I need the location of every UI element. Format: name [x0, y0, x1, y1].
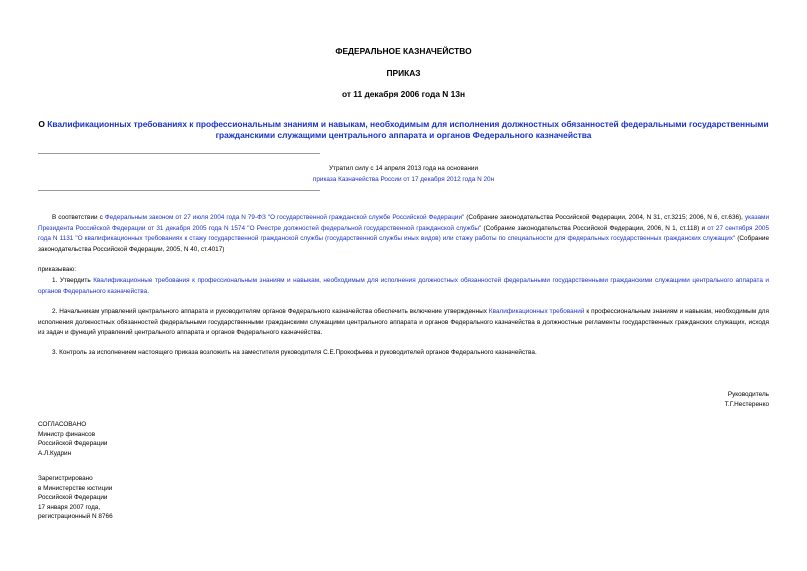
- preamble-text: (Собрание законодательства Российской Федерации, 2004, N 31, ст.3215; 2006, N 6, ст.636),: [464, 214, 745, 221]
- agreed-line: СОГЛАСОВАНО: [38, 421, 87, 428]
- title-link[interactable]: Квалификационных требованиях к профессиональным знаниям и навыкам, необходимым для исполнения должностных обязанностей федеральными государственными гражданскими служащими центрального аппарата и органов Федерального казначейства: [47, 119, 769, 140]
- registration-line: Российской Федерации: [38, 494, 108, 502]
- item-2: [38, 307, 769, 339]
- preamble-text: (Собрание законодательства Российской Федерации, 2005, N 40, ст.4017): [38, 235, 769, 253]
- item-1-text: .: [147, 287, 149, 295]
- doc-date-number: от 11 декабря 2006 года N 13н: [341, 89, 466, 99]
- requirements-link[interactable]: Квалификационные требования к профессиональным знаниям и навыкам, необходимым для исполнения должностных обязанностей федеральными государственными гражданскими служащими центрального аппарата и органов Федерального казначейства: [38, 277, 769, 295]
- doc-type: ПРИКАЗ: [386, 68, 421, 78]
- registration-block: [38, 474, 113, 522]
- registration-line: регистрационный N 8766: [38, 513, 113, 521]
- item-1: [38, 276, 769, 297]
- status-note: [38, 163, 769, 185]
- requirements-link-2[interactable]: Квалификационных требований: [488, 308, 585, 315]
- order-word: приказываю:: [38, 266, 76, 273]
- repeal-order-link[interactable]: приказа Казначейства России от 17 декабря 2012 года N 20н: [312, 176, 495, 183]
- doc-title: [38, 119, 769, 141]
- divider-top: [38, 153, 320, 154]
- item-3: 3. Контроль за исполнением настоящего приказа возложить на заместителя руководителя С.Е.Прокофьева и руководителей органов Федерального казначейства.: [52, 349, 537, 356]
- signature-block: [725, 390, 769, 409]
- federal-law-link[interactable]: Федеральным законом от 27 июля 2004 года N 79-ФЗ "О государственной гражданской службе Российской Федерации": [104, 214, 465, 221]
- presidential-decree-link[interactable]: указами Президента Российской Федерации от 31 декабря 2005 года N 1574 "О Реестре должностей федеральной государственной гражданской службы": [38, 214, 770, 232]
- decree-1131-link[interactable]: от 27 сентября 2005 года N 1131 "О квалификационных требованиях к стажу государственной гражданской службы (государственной службы иных видов) или стажу работы по специальности для федеральных государственных гражданских служащих": [38, 224, 769, 242]
- signer-role: Руководитель: [727, 391, 769, 398]
- preamble-text: (Собрание законодательства Российской Федерации, 2006, N 1, ст.118) и: [481, 224, 708, 232]
- signer-name: Т.Г.Нестеренко: [724, 400, 769, 408]
- status-line: Утратил силу с 14 апреля 2013 года на основании: [328, 165, 479, 172]
- registration-line: Зарегистрировано: [38, 475, 93, 482]
- item-1-text: 1. Утвердить: [52, 277, 94, 284]
- preamble-text: В соответствии с: [52, 214, 105, 221]
- item-2-text: 2. Начальникам управлений центрального аппарата и руководителям органов Федерального казначейства обеспечить включение утвержденных: [52, 308, 489, 315]
- agreed-line: А.Л.Кудрин: [38, 449, 72, 457]
- agreed-line: Министр финансов: [38, 430, 96, 438]
- title-prefix: О: [38, 119, 48, 129]
- divider-bottom: [38, 190, 320, 191]
- item-2-text: к профессиональным знаниям и навыкам, необходимым для исполнения должностных обязанностей федеральными государственными гражданскими служащими центрального аппарата и органов Федерального казначейства в должностные регламенты государственных гражданских служащих, исходя из задач и функций управлений центрального аппарата и органов Федерального казначейства.: [38, 308, 769, 336]
- registration-line: в Министерстве юстиции: [38, 484, 113, 492]
- preamble-paragraph: [38, 213, 769, 255]
- registration-line: 17 января 2007 года,: [38, 503, 101, 511]
- agreed-line: Российской Федерации: [38, 440, 108, 448]
- org-name: ФЕДЕРАЛЬНОЕ КАЗНАЧЕЙСТВО: [335, 46, 472, 56]
- agreed-block: [38, 420, 108, 458]
